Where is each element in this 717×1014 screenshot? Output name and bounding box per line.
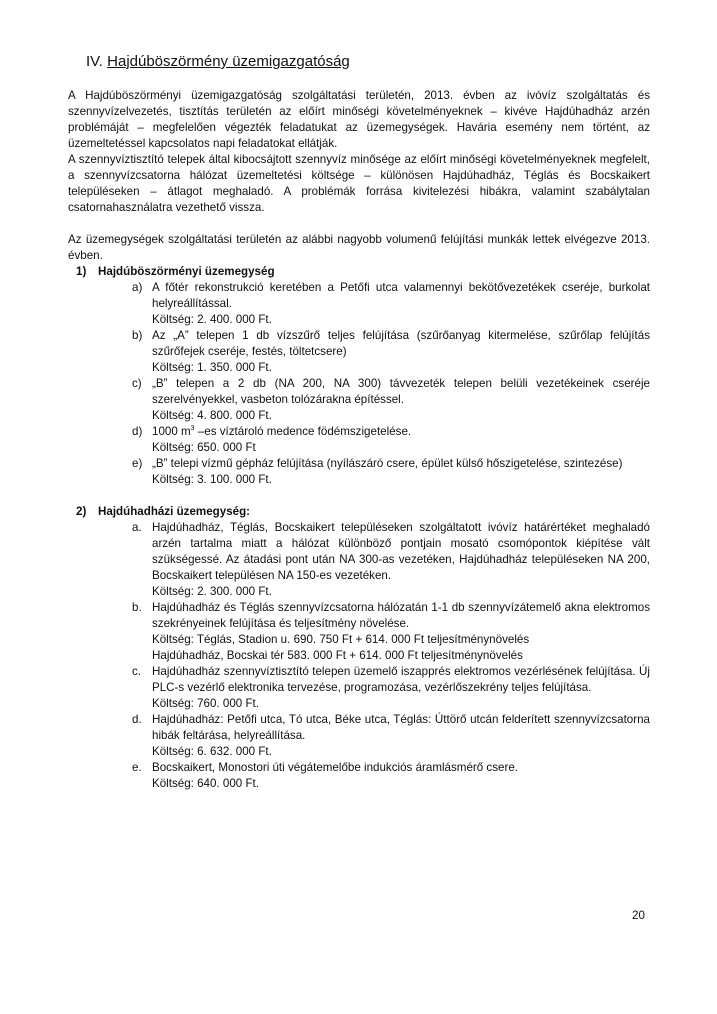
item-text-pre: 1000 m xyxy=(152,425,191,438)
item-cost: Költség: 640. 000 Ft. xyxy=(152,777,259,790)
section-2-list xyxy=(68,520,650,792)
list-item xyxy=(68,424,650,456)
item-text: Az „A” telepen 1 db vízszűrő teljes felújítása (szűrőanyag kitermelése, szűrőlap felújítás szűrőfejek cseréje, festés, töltetcsere) xyxy=(152,329,650,358)
item-cost: Költség: Téglás, Stadion u. 690. 750 Ft + 614. 000 Ft teljesítménynövelés xyxy=(152,633,530,646)
section-heading xyxy=(86,53,350,71)
page-number: 20 xyxy=(632,909,645,922)
intro-paragraph-3: Az üzemegységek szolgáltatási területén az alábbi nagyobb volumenű felújítási munkák lettek elvégezve 2013. évben. xyxy=(68,233,650,262)
intro-paragraph-2: A szennyvíztisztító telepek által kibocsájtott szennyvíz minősége az előírt minőségi követelményeknek megfelelt, a szennyvízcsatorna hálózat üzemeltetési költsége – különösen Hajdúhadház, Téglás és Bocskaikert településeken – átlagot meghaladó. A problémák forrása kivitelezési hibákra, valamint szabálytalan csatornahasználatra vezethető vissza. xyxy=(68,153,650,214)
item-cost: Költség: 3. 100. 000 Ft. xyxy=(152,473,272,486)
item-text: Hajdúhadház és Téglás szennyvízcsatorna hálózatán 1-1 db szennyvízátemelő akna elektromos szekrényeinek felújítása és teljesítmény növelése. xyxy=(152,601,650,630)
item-text: Hajdúhadház szennyvíztisztító telepen üzemelő iszapprés elektromos vezérlésének felújítása. Új PLC-s vezérlő elektronika tervezése, programozása, vezérlőszekrény teljes felújítása. xyxy=(152,665,650,694)
item-text: Hajdúhadház, Téglás, Bocskaikert településeken szolgáltatott ivóvíz határértéket meghaladó arzén tartalma miatt a hálózat különböző pontjain mosató csomópontok kiépítése vált szükségessé. Az átadási pont után NA 300-as vezetéken, Hajdúhadház településeken NA 200, Bocskaikert településen NA 150-es vezetéken. xyxy=(152,521,650,582)
list-item xyxy=(68,456,650,488)
item-cost: Költség: 650. 000 Ft xyxy=(152,441,256,454)
section-2-title xyxy=(76,504,650,520)
item-cost: Költség: 6. 632. 000 Ft. xyxy=(152,745,272,758)
item-marker: a. xyxy=(132,521,142,534)
heading-title: Hajdúböszörmény üzemigazgatóság xyxy=(107,53,350,70)
document-body xyxy=(68,88,650,792)
superscript: 3 xyxy=(190,425,195,433)
item-text: Hajdúhadház: Petőfi utca, Tó utca, Béke utca, Téglás: Úttörő utcán felderített szennyvízcsatorna hibák feltárása, helyreállítása. xyxy=(152,713,650,742)
section-1-number: 1) xyxy=(76,265,87,278)
item-marker: d) xyxy=(132,425,143,438)
item-marker: a) xyxy=(132,281,143,294)
item-cost: Költség: 4. 800. 000 Ft. xyxy=(152,409,272,422)
item-text xyxy=(152,425,411,438)
item-cost: Költség: 760. 000 Ft. xyxy=(152,697,259,710)
section-1-list xyxy=(68,280,650,488)
item-marker: c) xyxy=(132,377,142,390)
section-1-title xyxy=(76,264,650,280)
list-item xyxy=(68,520,650,600)
list-item xyxy=(68,280,650,328)
list-item xyxy=(68,600,650,664)
intro-paragraph-1: A Hajdúböszörményi üzemigazgatóság szolgáltatási területén, 2013. évben az ivóvíz szolgáltatás és szennyvízelvezetés, tisztítás területén az előírt minőségi követelményeknek – kivéve Hajdúhadház arzén problémáját – megfelelően végezték feladatukat az üzemegységek. Havária esemény nem történt, az üzemeltetéssel kapcsolatos napi feladatokat ellátják. xyxy=(68,89,650,150)
heading-number: IV. xyxy=(86,53,103,70)
section-2-label: Hajdúhadházi üzemegység: xyxy=(98,505,251,518)
item-text: „B” telepen a 2 db (NA 200, NA 300) távvezeték telepen belüli vezetékeinek cseréje szerelvényekkel, vasbeton tolózáraknа építéssel. xyxy=(152,377,650,406)
item-marker: d. xyxy=(132,713,142,726)
item-cost: Költség: 2. 400. 000 Ft. xyxy=(152,313,272,326)
item-text: „B” telepi vízmű gépház felújítása (nyílászáró csere, épület külső hőszigetelése, szintezése) xyxy=(152,457,623,470)
item-cost: Költség: 1. 350. 000 Ft. xyxy=(152,361,272,374)
list-item xyxy=(68,760,650,792)
list-item xyxy=(68,664,650,712)
section-1-label: Hajdúböszörményi üzemegység xyxy=(98,265,275,278)
section-2-number: 2) xyxy=(76,505,87,518)
item-marker: e) xyxy=(132,457,143,470)
item-cost: Költség: 2. 300. 000 Ft. xyxy=(152,585,272,598)
item-marker: b) xyxy=(132,329,143,342)
item-text: Bocskaikert, Monostori úti végátemelőbe indukciós áramlásmérő csere. xyxy=(152,761,519,774)
item-cost-second: Hajdúhadház, Bocskai tér 583. 000 Ft + 614. 000 Ft teljesítménynövelés xyxy=(152,649,523,662)
item-text: A főtér rekonstrukció keretében a Petőfi utca valamennyi bekötővezetékek cseréje, burkolat helyreállítással. xyxy=(152,281,650,310)
item-marker: e. xyxy=(132,761,142,774)
list-item xyxy=(68,712,650,760)
item-text-post: –es víztároló medence födémszigetelése. xyxy=(194,425,412,438)
list-item xyxy=(68,328,650,376)
item-marker: b. xyxy=(132,601,142,614)
list-item xyxy=(68,376,650,424)
item-marker: c. xyxy=(132,665,142,678)
